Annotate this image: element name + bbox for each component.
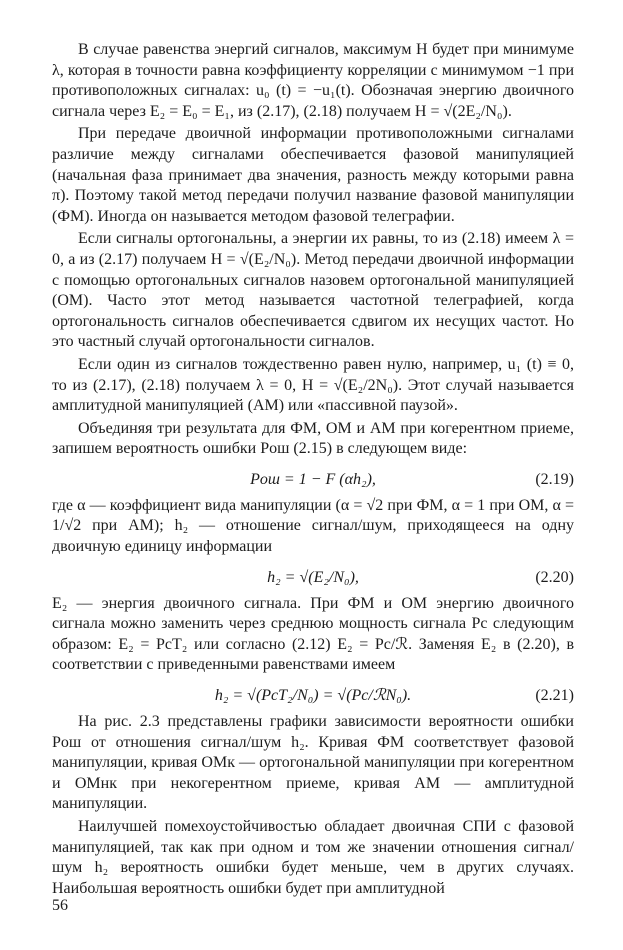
page-body [52, 40, 574, 899]
equation-number: (2.21) [535, 687, 574, 705]
paragraph-energy: E₂ — энергия двоичного сигнала. При ФМ и ОМ энергию двоичного сигнала можно заменить через среднюю мощность сигнала Pс следующим образом: E₂ = PсT₂ или согласно (2.12) E₂ = Pс/ℛ. Заменяя E₂ в (2.20), в соответствии с приведенными равенствами имеем [52, 594, 574, 674]
paragraph-alpha-definition: где α — коэффициент вида манипуляции (α = √2 при ФМ, α = 1 при ОМ, α = 1/√2 при АМ); h₂ — отношение сигнал/шум, приходящееся на одну двоичную единицу информации [52, 496, 574, 556]
paragraph-best-immunity: Наилучшей помехоустойчивостью обладает двоичная СПИ с фазовой манипуляцией, так как при одном и том же значении отношения сигнал/шум h₂ вероятность ошибки будет меньше, чем в других случаях. Наибольшая вероятность ошибки будет при амплитудной [52, 818, 574, 897]
formula-expression: Pош = 1 − F (αh₂), [250, 470, 376, 488]
paragraph-phase-keying: При передаче двоичной информации противоположными сигналами различие между сигналами обеспечивается фазовой манипуляцией (начальная фаза принимает два значения, разность между которыми равна π). Поэтому такой метод передачи получил название фазовой манипуляции (ФМ). Иногда он называется методом фазовой телеграфии. [52, 125, 574, 225]
paragraph-amplitude: Если один из сигналов тождественно равен нулю, например, u₁ (t) ≡ 0, то из (2.17), (2.18) получаем λ = 0, H = √(E₂/2N₀). Этот случай называется амплитудной манипуляцией (АМ) или «пассивной паузой». [52, 355, 574, 415]
formula-expression: h₂ = √(E₂/N₀), [267, 568, 359, 586]
paragraph-combined: Объединяя три результата для ФМ, ОМ и АМ при когерентном приеме, запишем вероятность ошибки Pош (2.15) в следующем виде: [52, 419, 574, 458]
equation-number: (2.19) [535, 470, 574, 488]
paragraph-figure-reference: На рис. 2.3 представлены графики зависимости вероятности ошибки Pош от отношения сигнал/шум h₂. Кривая ФМ соответствует фазовой манипуляции, кривая ОМк — ортогональной манипуляции при когерентном и ОМнк при некогерентном приеме, кривая АМ — амплитудной манипуляции. [52, 713, 574, 813]
formula-expression: h₂ = √(PсT₂/N₀) = √(Pс/ℛN₀). [214, 687, 412, 705]
formula-2-19 [52, 464, 574, 494]
paragraph-orthogonal: Если сигналы ортогональны, а энергии их равны, то из (2.18) имеем λ = 0, а из (2.17) получаем H = √(E₂/N₀). Метод передачи двоичной информации с помощью ортогональных сигналов назовем ортогональной манипуляцией (ОМ). Часто этот метод называется частотной телеграфией, когда ортогональность сигналов обеспечивается сдвигом их несущих частот. Но это частный случай ортогональности сигналов. [52, 230, 574, 351]
formula-2-20 [52, 562, 574, 592]
formula-2-21 [52, 680, 574, 710]
equation-number: (2.20) [535, 568, 574, 586]
page-number: 56 [52, 897, 68, 914]
paragraph-equal-energy: В случае равенства энергий сигналов, максимум H будет при минимуме λ, которая в точности равна коэффициенту корреляции с минимумом −1 при противоположных сигналах: u₀ (t) = −u₁(t). Обозначая энергию двоичного сигнала через E₂ = E₀ = E₁, из (2.17), (2.18) получаем H = √(2E₂/N₀). [52, 41, 574, 120]
